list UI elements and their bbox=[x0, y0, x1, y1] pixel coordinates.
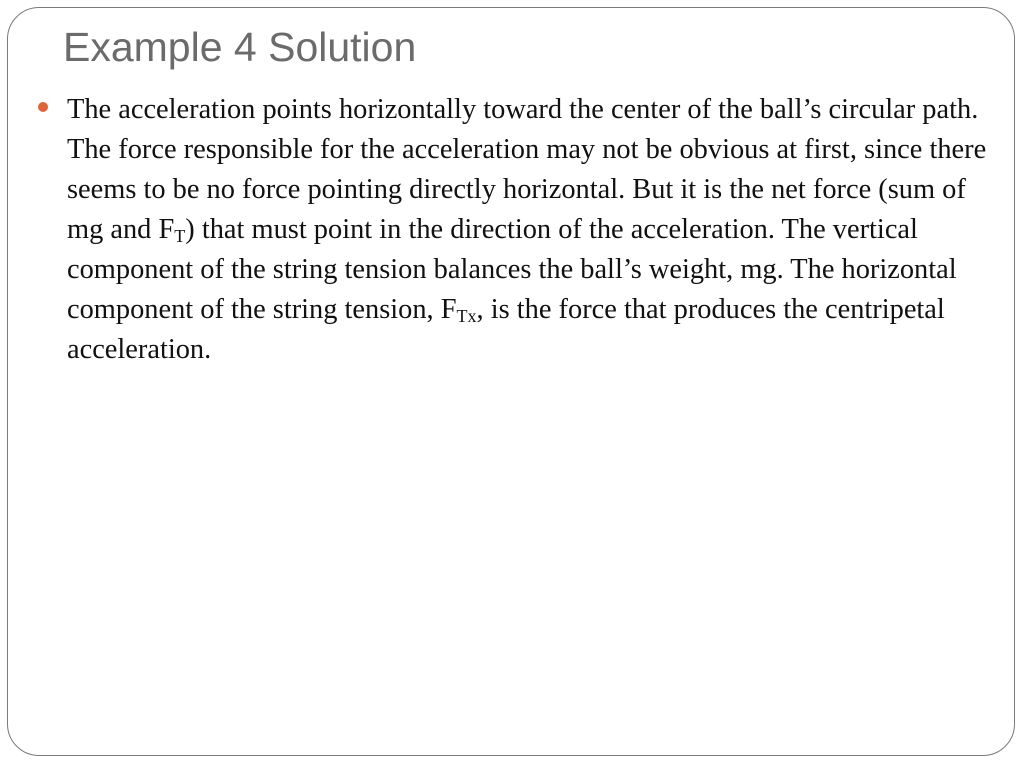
round-bullet-icon bbox=[38, 102, 48, 112]
subscript-tx: Tx bbox=[456, 306, 477, 326]
bullet-text bbox=[67, 90, 996, 370]
bullet-text-part-1: The acceleration points horizontally toward the center of the ball’s circular path. The force responsible for the acceleration may not be obvious at first, since there seems to be no force pointing directly horizontal. But it is the net force (sum of mg and F bbox=[67, 94, 987, 245]
bullet-text-part-2: ) that must point in the direction of the acceleration. The vertical component of the string tension balances the ball’s weight, mg. The horizontal component of the string tension, F bbox=[67, 214, 957, 325]
slide-title: Example 4 Solution bbox=[63, 24, 417, 70]
bullet-item bbox=[36, 90, 996, 370]
subscript-t: T bbox=[174, 226, 186, 246]
bullet-text-part-3: , is the force that produces the centripetal acceleration. bbox=[67, 294, 945, 365]
slide-content bbox=[36, 90, 996, 370]
